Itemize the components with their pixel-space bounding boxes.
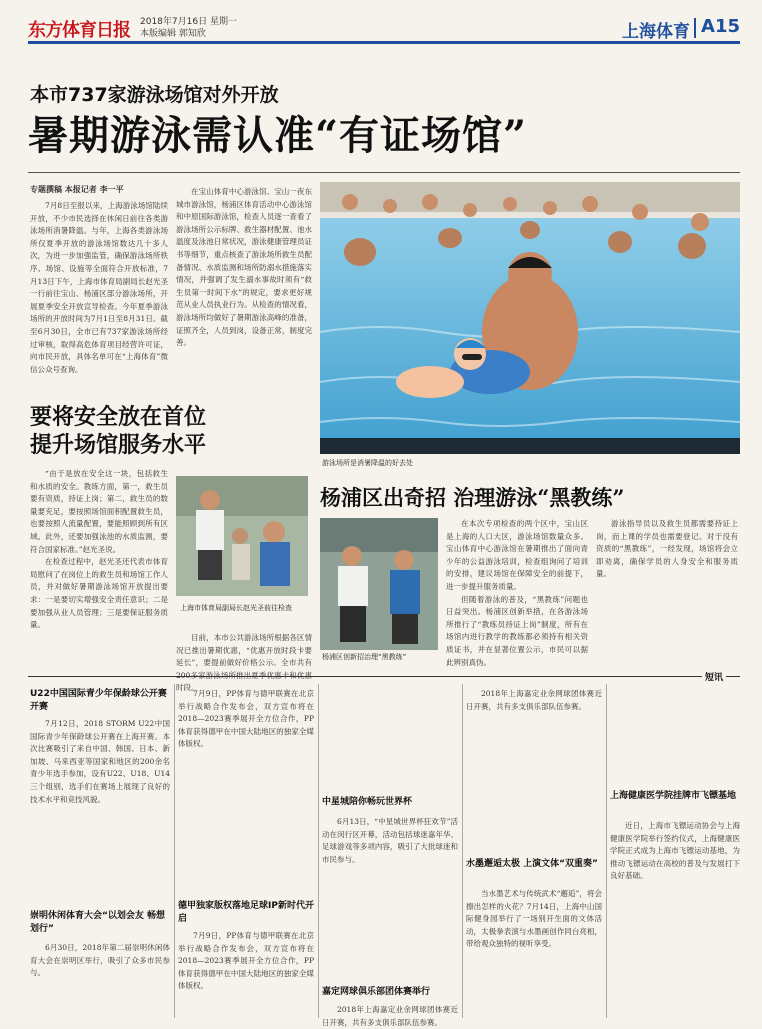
masthead-editor: 本版编辑 郭知欣 [140, 29, 206, 39]
main-photo-swimming-pool [320, 182, 740, 454]
brief-6-text: 当水墨艺术与传统武术“邂逅”，将会擦出怎样的火花？7月14日，上海中山国际健身园举行了一场别开生面的文体活动，太极拳表演与水墨画创作同台亮相，带给观众独特的视听享受。 [466, 889, 602, 949]
brief-1-title: U22中国国际青少年保龄球公开赛开赛 [30, 689, 167, 712]
brief-7-title: 上海健康医学院挂牌市飞镖基地 [610, 791, 737, 801]
inspection-photo-caption: 上海市体育局副局长赵光圣前往检查 [180, 604, 292, 612]
briefs-divider-3 [462, 684, 463, 1018]
briefs-divider-4 [606, 684, 607, 1018]
main-photo-caption: 游泳场所是消暑降温的好去处 [322, 459, 413, 467]
section2-heading-line1: 要将安全放在首位 [30, 404, 207, 430]
section2-heading-line2: 提升场馆服务水平 [30, 432, 207, 458]
lead-column-1: 7月8日至报以来，上海游泳场馆陆续开放，不少市民选择在休闲日前往各类游泳场所消暑降温。与年，上海各类游泳场所仅夏季开放的游泳场馆数达几十多人次，为进一步加强监管，确保游泳场所秩序、场馆、设施等全面符合开放标准，7月13日下午，上海市体育局副局长赵光圣一行前往宝山、杨浦区部分游泳场所，开展夏季安全开放宣导检查。今年夏季游泳场所的开放时间为7月1日至8月31日。截至6月30日，全市已有737家游泳场所经过审核，取得高危体育项目经营许可证，向市民开放，具体名单可在“上海体育”微信公众号查询。 [30, 201, 168, 374]
lead-kicker: 本市737家游泳场馆对外开放 [30, 84, 279, 106]
section2-column-3: 目前，本市公共游泳场所根据各区情况已推出暑期优惠，“优惠开放时段卡要延长”，要提前做好价格公示。全市共有 时段。 [176, 633, 312, 693]
brief-5-continued: 2018年上海嘉定业余网球团体赛近日开赛，共有多支俱乐部队伍参赛。 [466, 689, 602, 711]
inspection-photo [176, 476, 308, 596]
masthead-date: 2018年7月16日 星期一 本版编辑 郭知欣 [140, 17, 237, 39]
section2-column-1: “由于是放在安全这一块，包括救生和水质的安全。教练方面，第一，救生员要有资质，持证上岗；第二，救生员的数量要充足，要按照场馆面积配置救生员，也要按照人流量配置，要能照顾到所有区域。此外，还要加强泳池的水质监测，要符合国家标准。”赵光圣说。 在检查过程中，赵光圣还代表市体育局慰问了在岗位上的救生员和场馆工作人员，并对做好暑期游泳场馆开放提出要求：一是要切实增强安全责任意识；二是要加强从业人员管理；三是要保证服务质量。 [30, 469, 168, 630]
lead-headline: 暑期游泳需认准“有证场馆” [28, 112, 528, 159]
briefs-label: 短讯 [702, 670, 726, 683]
brief-7-text: 近日，上海市飞镖运动协会与上海健康医学院举行签约仪式，上海健康医学院正式成为上海市飞镖运动基地，为推动飞镖运动在高校的普及与发展打下良好基础。 [610, 821, 740, 881]
brief-5-text: 2018年上海嘉定业余网球团体赛近日开赛，共有多支俱乐部队伍参赛。 [322, 1005, 458, 1027]
brief-4-title: 中星城陪你畅玩世界杯 [322, 797, 413, 807]
yangpu-coach-image [320, 518, 438, 650]
yangpu-photo [320, 518, 438, 650]
brief-5-title: 嘉定网球俱乐部团体赛举行 [322, 987, 431, 997]
brief-1-text: 7月12日，2018 STORM U22中国国际青少年保龄球公开赛在上海开赛。本次比赛吸引了来自中国、韩国、日本、新加坡、马来西亚等国家和地区的200余名青少年选手参加，设有U22、U18、U14三个组别，选手们在赛场上展现了良好的技术水平和竞技风貌。 [30, 719, 170, 804]
briefs-divider-2 [318, 684, 319, 1018]
byline: 专题撰稿 本报记者 李一平 [30, 185, 124, 194]
headline-rule [28, 172, 740, 173]
section3-heading: 杨浦区出奇招 治理游泳“黑教练” [320, 485, 625, 510]
briefs-rule [28, 676, 740, 677]
brief-4-text: 6月13日，“中星城世界杯狂欢节”活动在闵行区开幕，活动包括球迷嘉年华、足球游戏等多项内容，吸引了大批球迷和市民参与。 [322, 817, 458, 864]
brief-2-title: 崇明休闲体育大会“以划会友 畅想划行” [30, 911, 166, 934]
newspaper-logo: 东方体育日报 [28, 20, 130, 41]
masthead-divider [694, 18, 696, 38]
briefs-divider-1 [174, 684, 175, 1018]
swimming-pool-image [320, 182, 740, 454]
section3-column-1: 在本次专项检查的两个区中，宝山区是上海的人口大区，游泳场馆数量众多。宝山体育中心游泳馆在暑期推出了面向青少年的公益游泳培训，检查组询问了培训的安排，建议场馆在保障安全的前提下，进一步提升服务质量。 但随着游泳的普及，“黑教练”问题也日益突出。杨浦区创新举措，在各游泳场所推行了“教练员持证上岗”制度，所有在场馆内进行教学的教练都必须持有相关资质证书，并在显著位置公示，市民可以据此辨别真伪。 [446, 519, 588, 667]
lead-column-2: 在宝山体育中心游泳馆、宝山一夜东城市游泳馆，杨浦区体育活动中心游泳馆和中原国际游泳馆，检查人员逐一查看了游泳场所公示标牌、救生器材配置、池水温度及泳池日常状况，游泳健康管理员证书等细节，重点核查了游泳场所救生员配备情况、水质监测和场所防溺水措施落实情况，并强调了发生溺水事故时须有“救生员第一时间下水”的规定，要求更好规范从业人员执业行为。从检查的情况看，游泳场所均做好了暑期游泳高峰的准备，证照齐全，人员到岗，设备正常，制度完善。 [176, 187, 312, 348]
section3-column-2: 游泳指导员以及救生员都需要持证上岗，而上课的学员也需要登记。对于没有资质的“黑教练”，一经发现，场馆将会立即劝离，确保学员的人身安全和服务质量。 [596, 519, 738, 579]
brief-6-title: 水墨邂逅太极 上演文体“双重奏” [466, 859, 598, 869]
section-title: 上海体育 [622, 22, 690, 42]
brief-2-text: 6月30日，2018年第二届崇明休闲体育大会在崇明区举行，吸引了众多市民参与。 [30, 943, 170, 978]
brief-continued-text: 7月9日，PP体育与德甲联赛在北京举行战略合作发布会，双方宣布将在2018—2023赛季展开全方位合作，PP体育获得德甲在中国大陆地区的独家全媒体版权。 [178, 689, 314, 749]
brief-3-text: 7月9日，PP体育与德甲联赛在北京举行战略合作发布会，双方宣布将在2018—2023赛季展开全方位合作，PP体育获得德甲在中国大陆地区的独家全媒体版权。 [178, 931, 314, 991]
masthead [28, 14, 740, 44]
yangpu-photo-caption: 杨浦区创新招治理“黑教练” [322, 653, 407, 661]
page-number: A15 [701, 16, 740, 37]
inspection-image [176, 476, 308, 596]
brief-3-title: 德甲独家版权落地足球IP新时代开启 [178, 901, 314, 924]
